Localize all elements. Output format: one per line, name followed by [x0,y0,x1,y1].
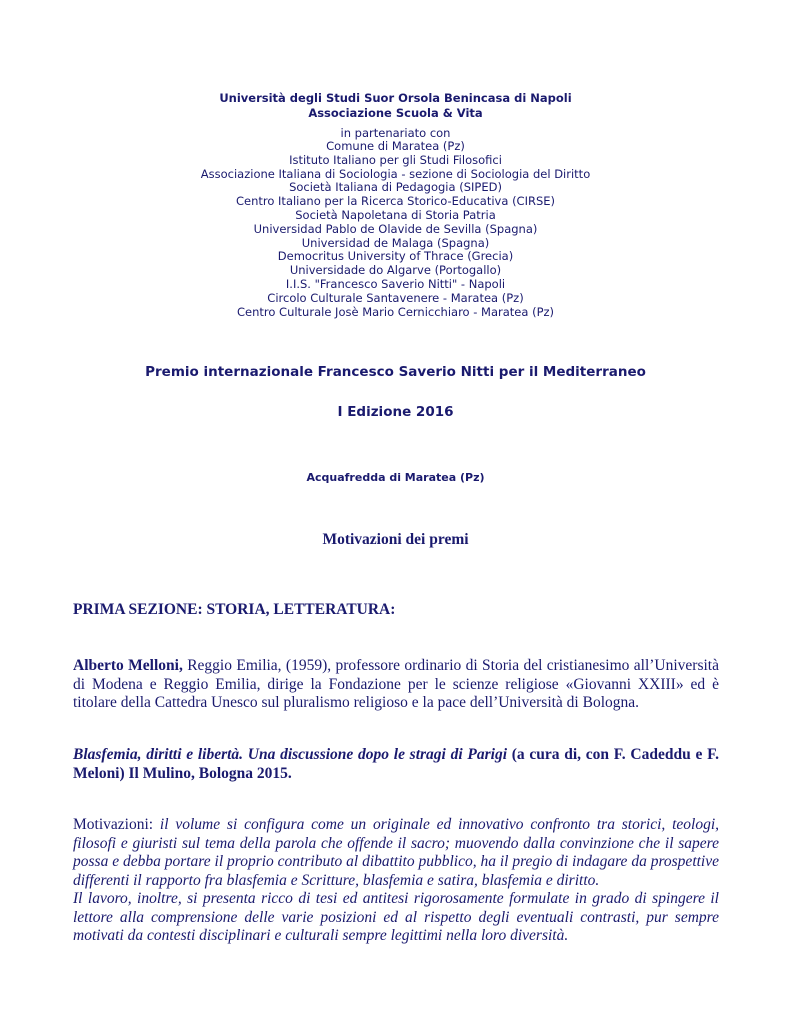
partner-item: I.I.S. "Francesco Saverio Nitti" - Napoli [285,276,506,291]
motivation-label: Motivazioni: [73,816,160,833]
book-details: (a cura di, con F. Cadeddu e F. Meloni) Il Mulino, Bologna 2015. [73,746,719,782]
motivation-paragraph [73,816,719,890]
laureate-name: Alberto Melloni, [73,657,183,674]
association-name: Associazione Scuola & Vita [308,106,483,120]
partner-item: Circolo Culturale Santavenere - Maratea (Pz) [267,290,524,305]
partnership-intro: in partenariato con [340,126,451,140]
award-edition: I Edizione 2016 [337,404,454,420]
partner-item: Comune di Maratea (Pz) [326,139,465,153]
section-heading: PRIMA SEZIONE: STORIA, LETTERATURA: [73,601,396,618]
partner-item: Democritus University of Thrace (Grecia) [277,249,514,264]
university-name: Università degli Studi Suor Orsola Benincasa di Napoli [219,91,572,105]
award-title: Premio internazionale Francesco Saverio Nitti per il Mediterraneo [145,364,646,380]
partner-item: Società Napoletana di Storia Patria [295,207,496,222]
award-subtitle: Motivazioni dei premi [322,531,469,548]
partner-item: Istituto Italiano per gli Studi Filosofici [289,152,502,167]
partner-item: Universidade do Algarve (Portogallo) [289,263,502,278]
partner-item: Universidad de Malaga (Spagna) [301,235,490,250]
award-location: Acquafredda di Maratea (Pz) [306,471,485,484]
partner-item: Universidad Pablo de Olavide de Sevilla (Spagna) [253,221,538,236]
book-reference [73,746,719,783]
laureate-bio: Reggio Emilia, (1959), professore ordinario di Storia del cristianesimo all’Università di Modena e Reggio Emilia, dirige la Fondazione per le scienze religiose «Giovanni XXIII» ed è titolare della Cattedra Unesco sul pluralismo religioso e la pace dell’Università di Bologna. [73,657,719,712]
partner-item: Associazione Italiana di Sociologia - sezione di Sociologia del Diritto [200,166,591,181]
partner-item: Centro Italiano per la Ricerca Storico-Educativa (CIRSE) [235,194,556,209]
partner-list [0,140,791,319]
motivation-paragraph-continued: Il lavoro, inoltre, si presenta ricco di tesi ed antitesi rigorosamente formulate in grado di spingere il lettore alla comprensione delle varie posizioni ed al rispetto degli eventuali contrasti, pur sempre motivati da contesti disciplinari e culturali sempre legittimi nella loro diversità. [73,890,719,945]
partner-item: Centro Culturale Josè Mario Cernicchiaro - Maratea (Pz) [236,304,555,319]
partner-item: Società Italiana di Pedagogia (SIPED) [289,180,502,195]
book-title: Blasfemia, diritti e libertà. Una discussione dopo le stragi di Parigi [73,746,507,763]
laureate-paragraph [73,657,719,713]
motivation-text: il volume si configura come un originale ed innovativo confronto tra storici, teologi, filosofi e giuristi sul tema della parola che offende il sacro; muovendo dalla convinzione che il sapere possa e debba portare il proprio contributo al dibattito pubblico, ha il pregio di indagare da prospettive differenti il rapporto fra blasfemia e Scritture, blasfemia e satira, blasfemia e diritto. [73,816,720,889]
